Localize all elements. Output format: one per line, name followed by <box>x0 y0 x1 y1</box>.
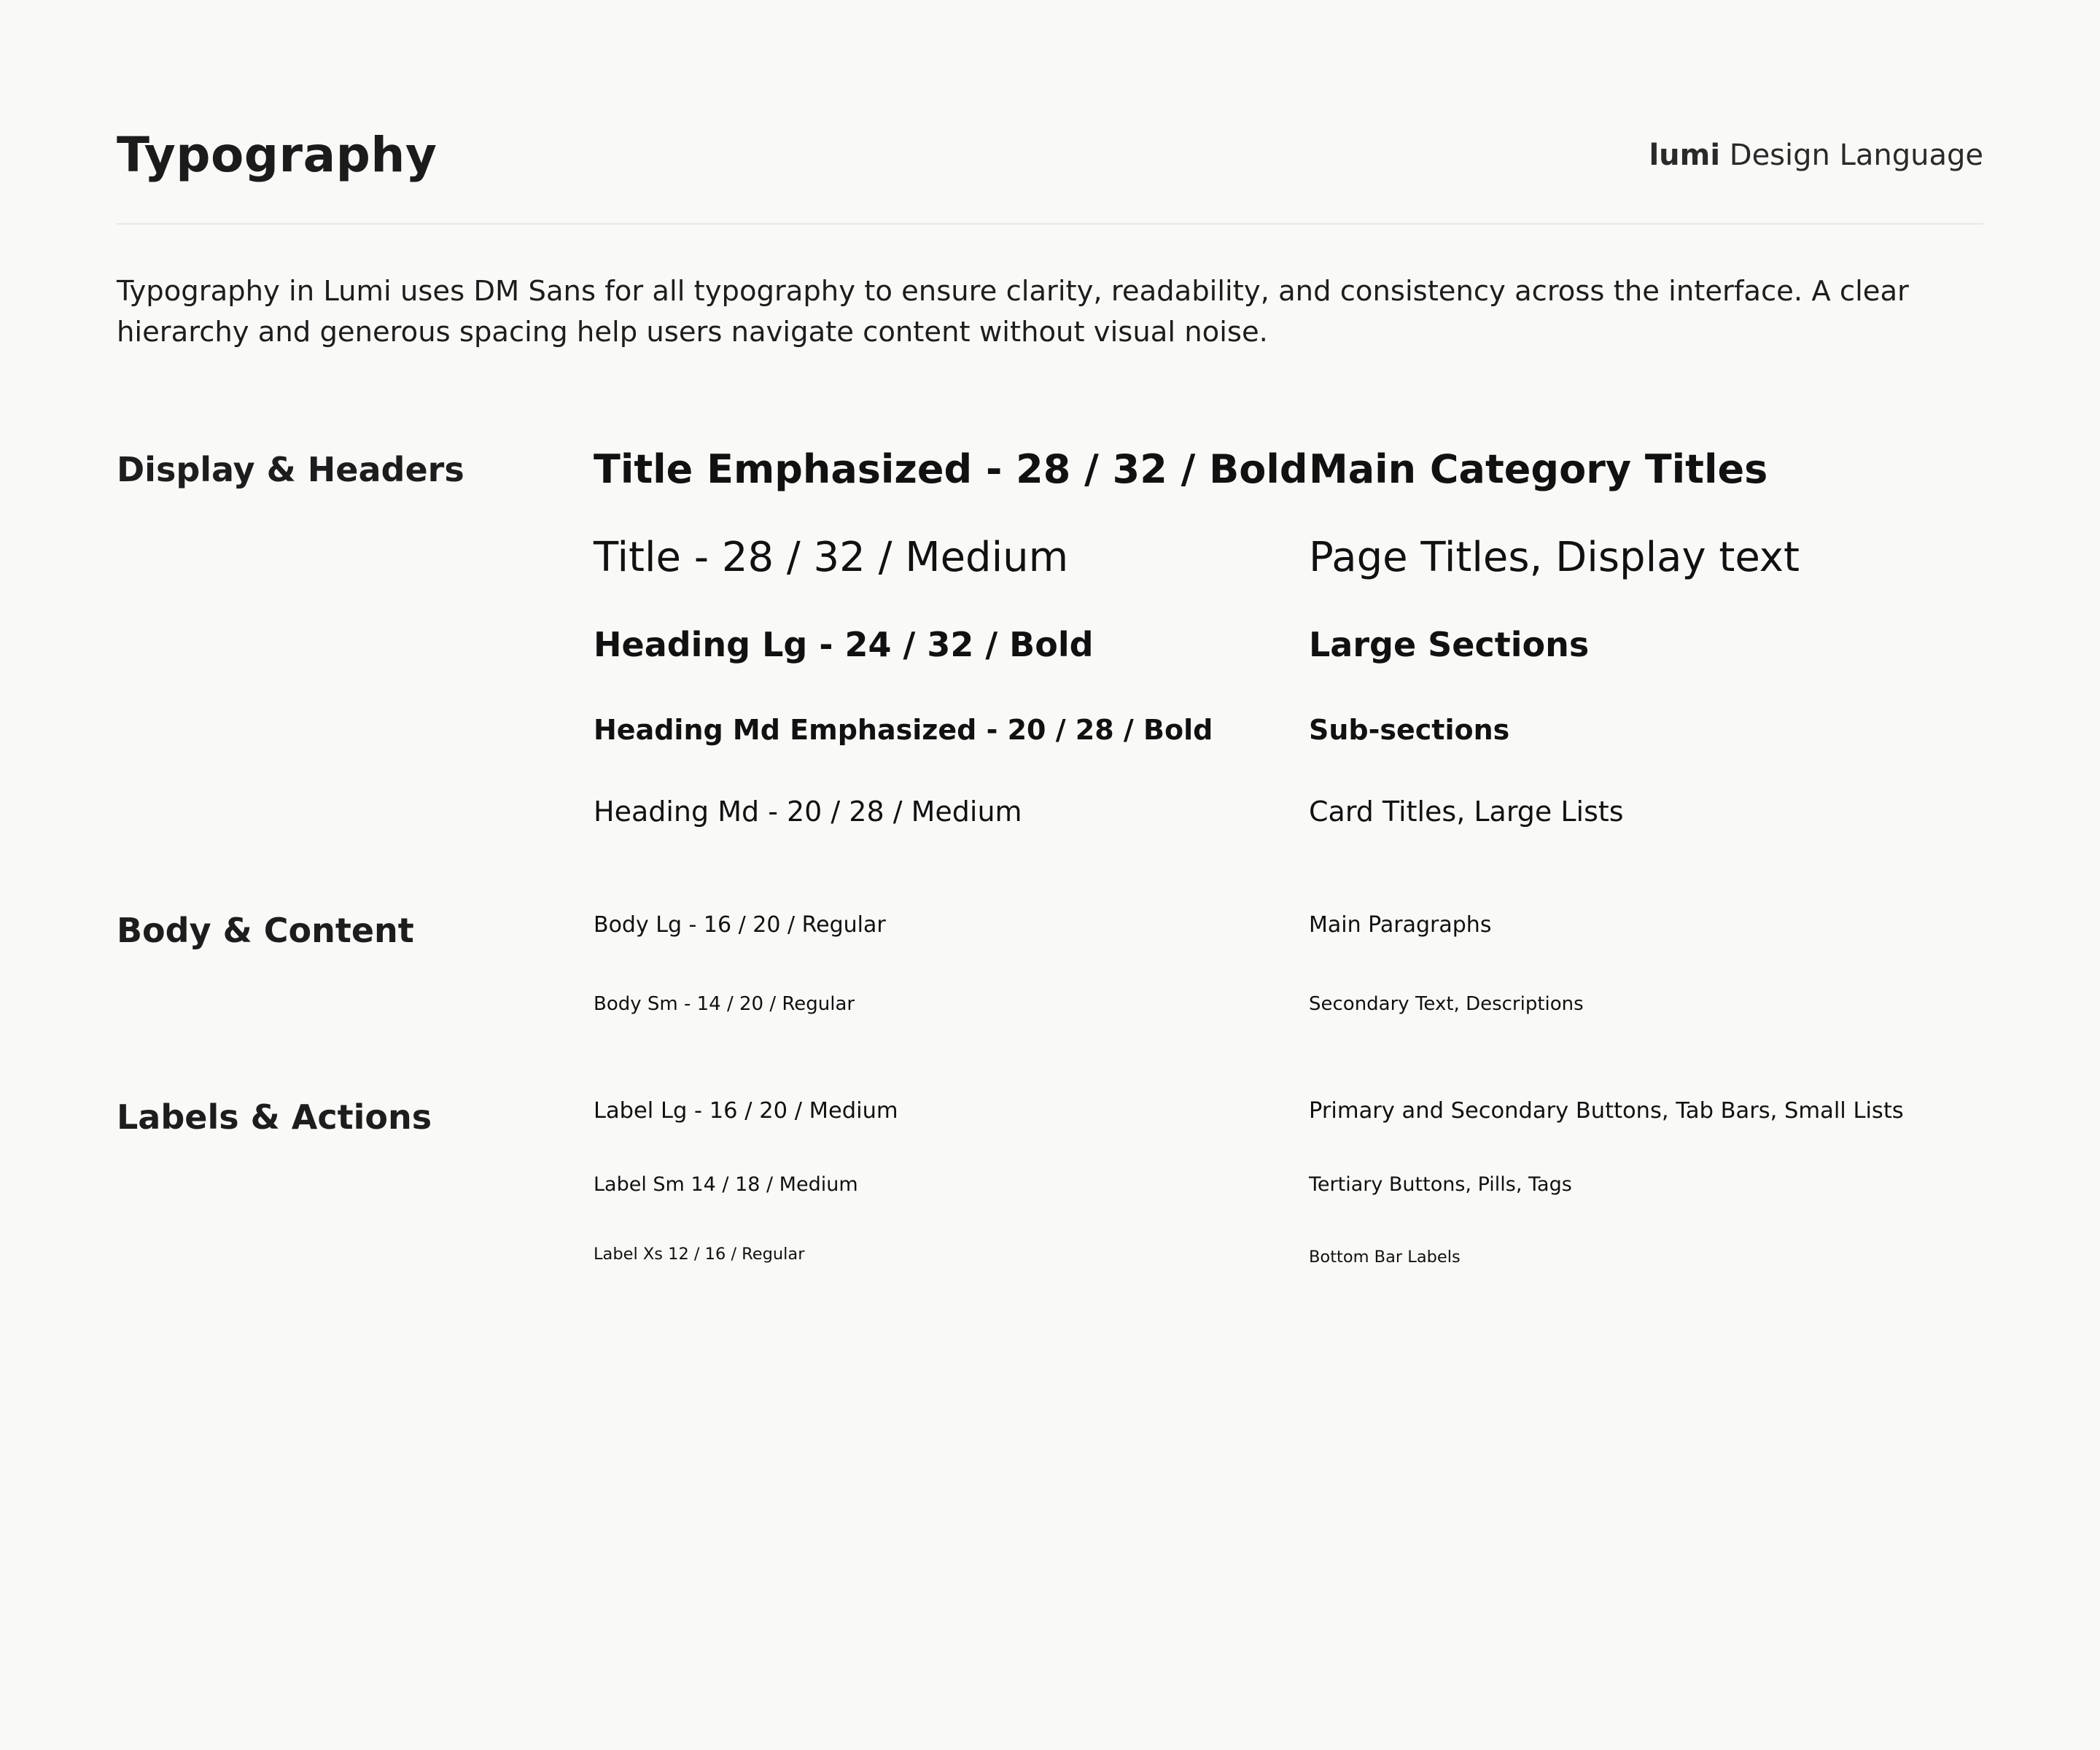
type-usage: Main Category Titles <box>1309 446 1768 492</box>
type-usage: Secondary Text, Descriptions <box>1309 993 1584 1015</box>
type-usage: Card Titles, Large Lists <box>1309 796 1624 828</box>
section-label-body-content: Body & Content <box>117 911 414 950</box>
type-spec: Heading Md - 20 / 28 / Medium <box>594 796 1022 828</box>
type-usage: Page Titles, Display text <box>1309 534 1800 581</box>
type-usage: Main Paragraphs <box>1309 912 1492 938</box>
section-label-labels-actions: Labels & Actions <box>117 1097 432 1137</box>
type-spec: Label Sm 14 / 18 / Medium <box>594 1173 858 1196</box>
type-spec: Label Xs 12 / 16 / Regular <box>594 1245 805 1264</box>
type-usage: Primary and Secondary Buttons, Tab Bars, Small Lists <box>1309 1098 1904 1124</box>
section-label-display-headers: Display & Headers <box>117 450 464 489</box>
type-usage: Sub-sections <box>1309 714 1510 746</box>
type-spec: Title Emphasized - 28 / 32 / Bold <box>594 446 1308 492</box>
type-spec: Heading Md Emphasized - 20 / 28 / Bold <box>594 714 1213 746</box>
intro-paragraph: Typography in Lumi uses DM Sans for all typography to ensure clarity, readability, and consistency across the interface. A clear hierarchy and generous spacing help users navigate content without visual noise. <box>117 275 1909 349</box>
type-usage: Large Sections <box>1309 625 1590 664</box>
brand-wordmark <box>1649 136 1983 175</box>
type-usage: Tertiary Buttons, Pills, Tags <box>1309 1173 1572 1196</box>
type-spec: Body Sm - 14 / 20 / Regular <box>594 993 855 1015</box>
header-divider <box>117 223 1983 225</box>
type-spec: Label Lg - 16 / 20 / Medium <box>594 1098 898 1124</box>
type-spec: Title - 28 / 32 / Medium <box>594 534 1069 581</box>
brand-name: lumi <box>1649 139 1721 172</box>
type-spec: Body Lg - 16 / 20 / Regular <box>594 912 886 938</box>
page-title: Typography <box>117 127 438 183</box>
type-usage: Bottom Bar Labels <box>1309 1248 1461 1267</box>
brand-tagline: Design Language <box>1729 139 1983 172</box>
type-spec: Heading Lg - 24 / 32 / Bold <box>594 625 1094 664</box>
